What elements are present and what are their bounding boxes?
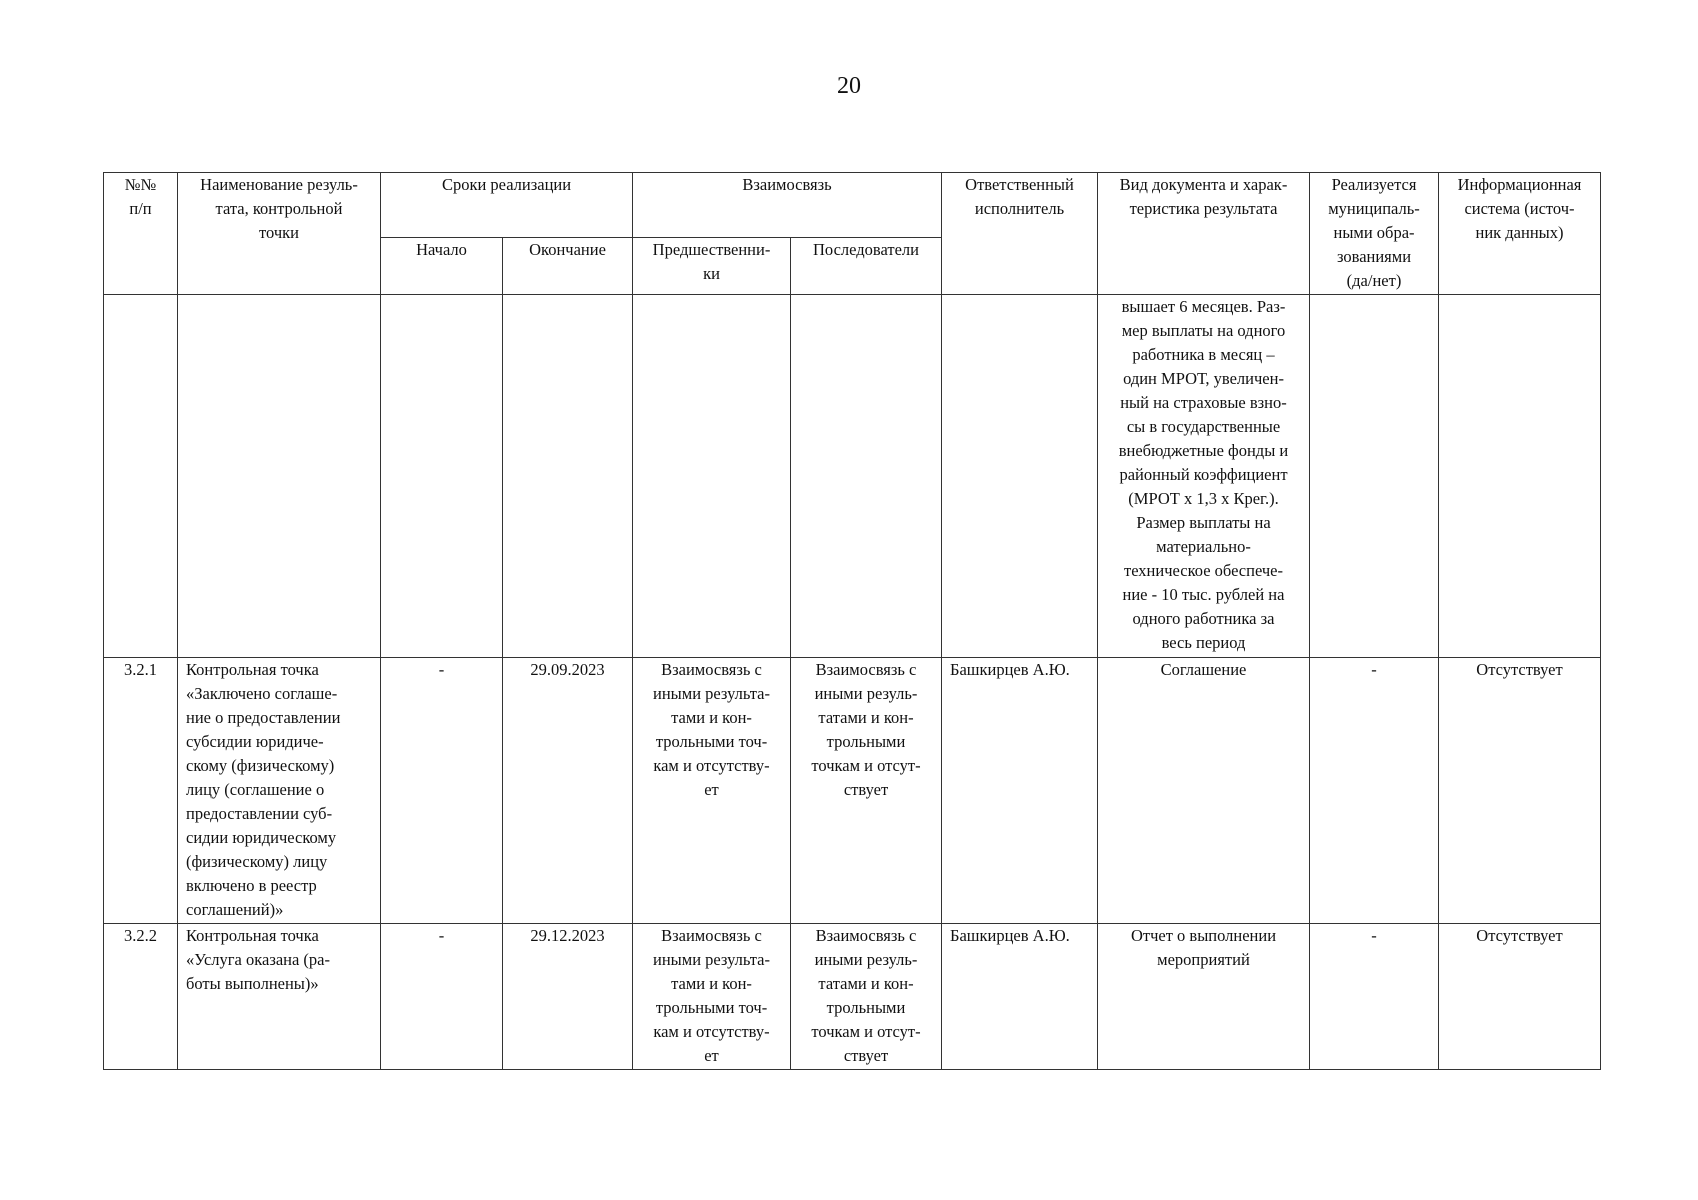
page-number: 20: [837, 73, 861, 99]
header-responsible: Ответственный исполнитель: [942, 173, 1098, 295]
cell-successors: Взаимосвязь с иными резуль- татами и кон- трольными точкам и отсут- ствует: [791, 924, 942, 1070]
header-successors: Последователи: [791, 238, 942, 295]
cell-empty: [381, 295, 503, 658]
header-municipal: Реализуется муниципаль- ными обра- зованиями (да/нет): [1310, 173, 1439, 295]
cell-doc-continuation: вышает 6 месяцев. Раз- мер выплаты на одного работника в месяц – один МРОТ, увеличен- ный на страховые взно- сы в государственные внебюджетные фонды и районный коэффициент (МРОТ х 1,3 х Крег.). Размер выплаты на материально- техническое обеспече- ние - 10 тыс. рублей на одного работника за весь период: [1098, 295, 1310, 658]
cell-end: 29.12.2023: [503, 924, 633, 1070]
cell-start: -: [381, 658, 503, 924]
cell-empty: [503, 295, 633, 658]
cell-num: 3.2.1: [104, 658, 178, 924]
header-predecessors: Предшественни- ки: [633, 238, 791, 295]
cell-system: Отсутствует: [1439, 658, 1601, 924]
cell-empty: [1439, 295, 1601, 658]
cell-name: Контрольная точка «Заключено соглаше- ние о предоставлении субсидии юридиче- скому (физическому) лицу (соглашение о предоставлении суб- сидии юридическому (физическому) лицу включено в реестр соглашений)»: [178, 658, 381, 924]
cell-successors: Взаимосвязь с иными резуль- татами и кон- трольными точкам и отсут- ствует: [791, 658, 942, 924]
implementation-plan-table: [103, 172, 1601, 1070]
cell-doc: Соглашение: [1098, 658, 1310, 924]
cell-end: 29.09.2023: [503, 658, 633, 924]
header-end: Окончание: [503, 238, 633, 295]
header-doc: Вид документа и харак- теристика результата: [1098, 173, 1310, 295]
cell-empty: [178, 295, 381, 658]
cell-num: 3.2.2: [104, 924, 178, 1070]
cell-name: Контрольная точка «Услуга оказана (ра- боты выполнены)»: [178, 924, 381, 1070]
cell-municipal: -: [1310, 924, 1439, 1070]
cell-system: Отсутствует: [1439, 924, 1601, 1070]
header-num: №№ п/п: [104, 173, 178, 295]
header-start: Начало: [381, 238, 503, 295]
header-name: Наименование резуль- тата, контрольной точки: [178, 173, 381, 295]
cell-empty: [1310, 295, 1439, 658]
cell-doc: Отчет о выполнении мероприятий: [1098, 924, 1310, 1070]
cell-empty: [104, 295, 178, 658]
header-relation: Взаимосвязь: [633, 173, 942, 238]
cell-responsible: Башкирцев А.Ю.: [942, 924, 1098, 1070]
cell-empty: [942, 295, 1098, 658]
cell-start: -: [381, 924, 503, 1070]
table-row: [104, 924, 1601, 1070]
cell-responsible: Башкирцев А.Ю.: [942, 658, 1098, 924]
table-row: [104, 658, 1601, 924]
cell-empty: [633, 295, 791, 658]
header-terms: Сроки реализации: [381, 173, 633, 238]
cell-predecessors: Взаимосвязь с иными результа- тами и кон- трольными точ- кам и отсутству- ет: [633, 658, 791, 924]
header-row-1: [104, 173, 1601, 238]
cell-municipal: -: [1310, 658, 1439, 924]
cell-empty: [791, 295, 942, 658]
table-row-continuation: [104, 295, 1601, 658]
cell-predecessors: Взаимосвязь с иными результа- тами и кон- трольными точ- кам и отсутству- ет: [633, 924, 791, 1070]
header-system: Информационная система (источ- ник данных): [1439, 173, 1601, 295]
